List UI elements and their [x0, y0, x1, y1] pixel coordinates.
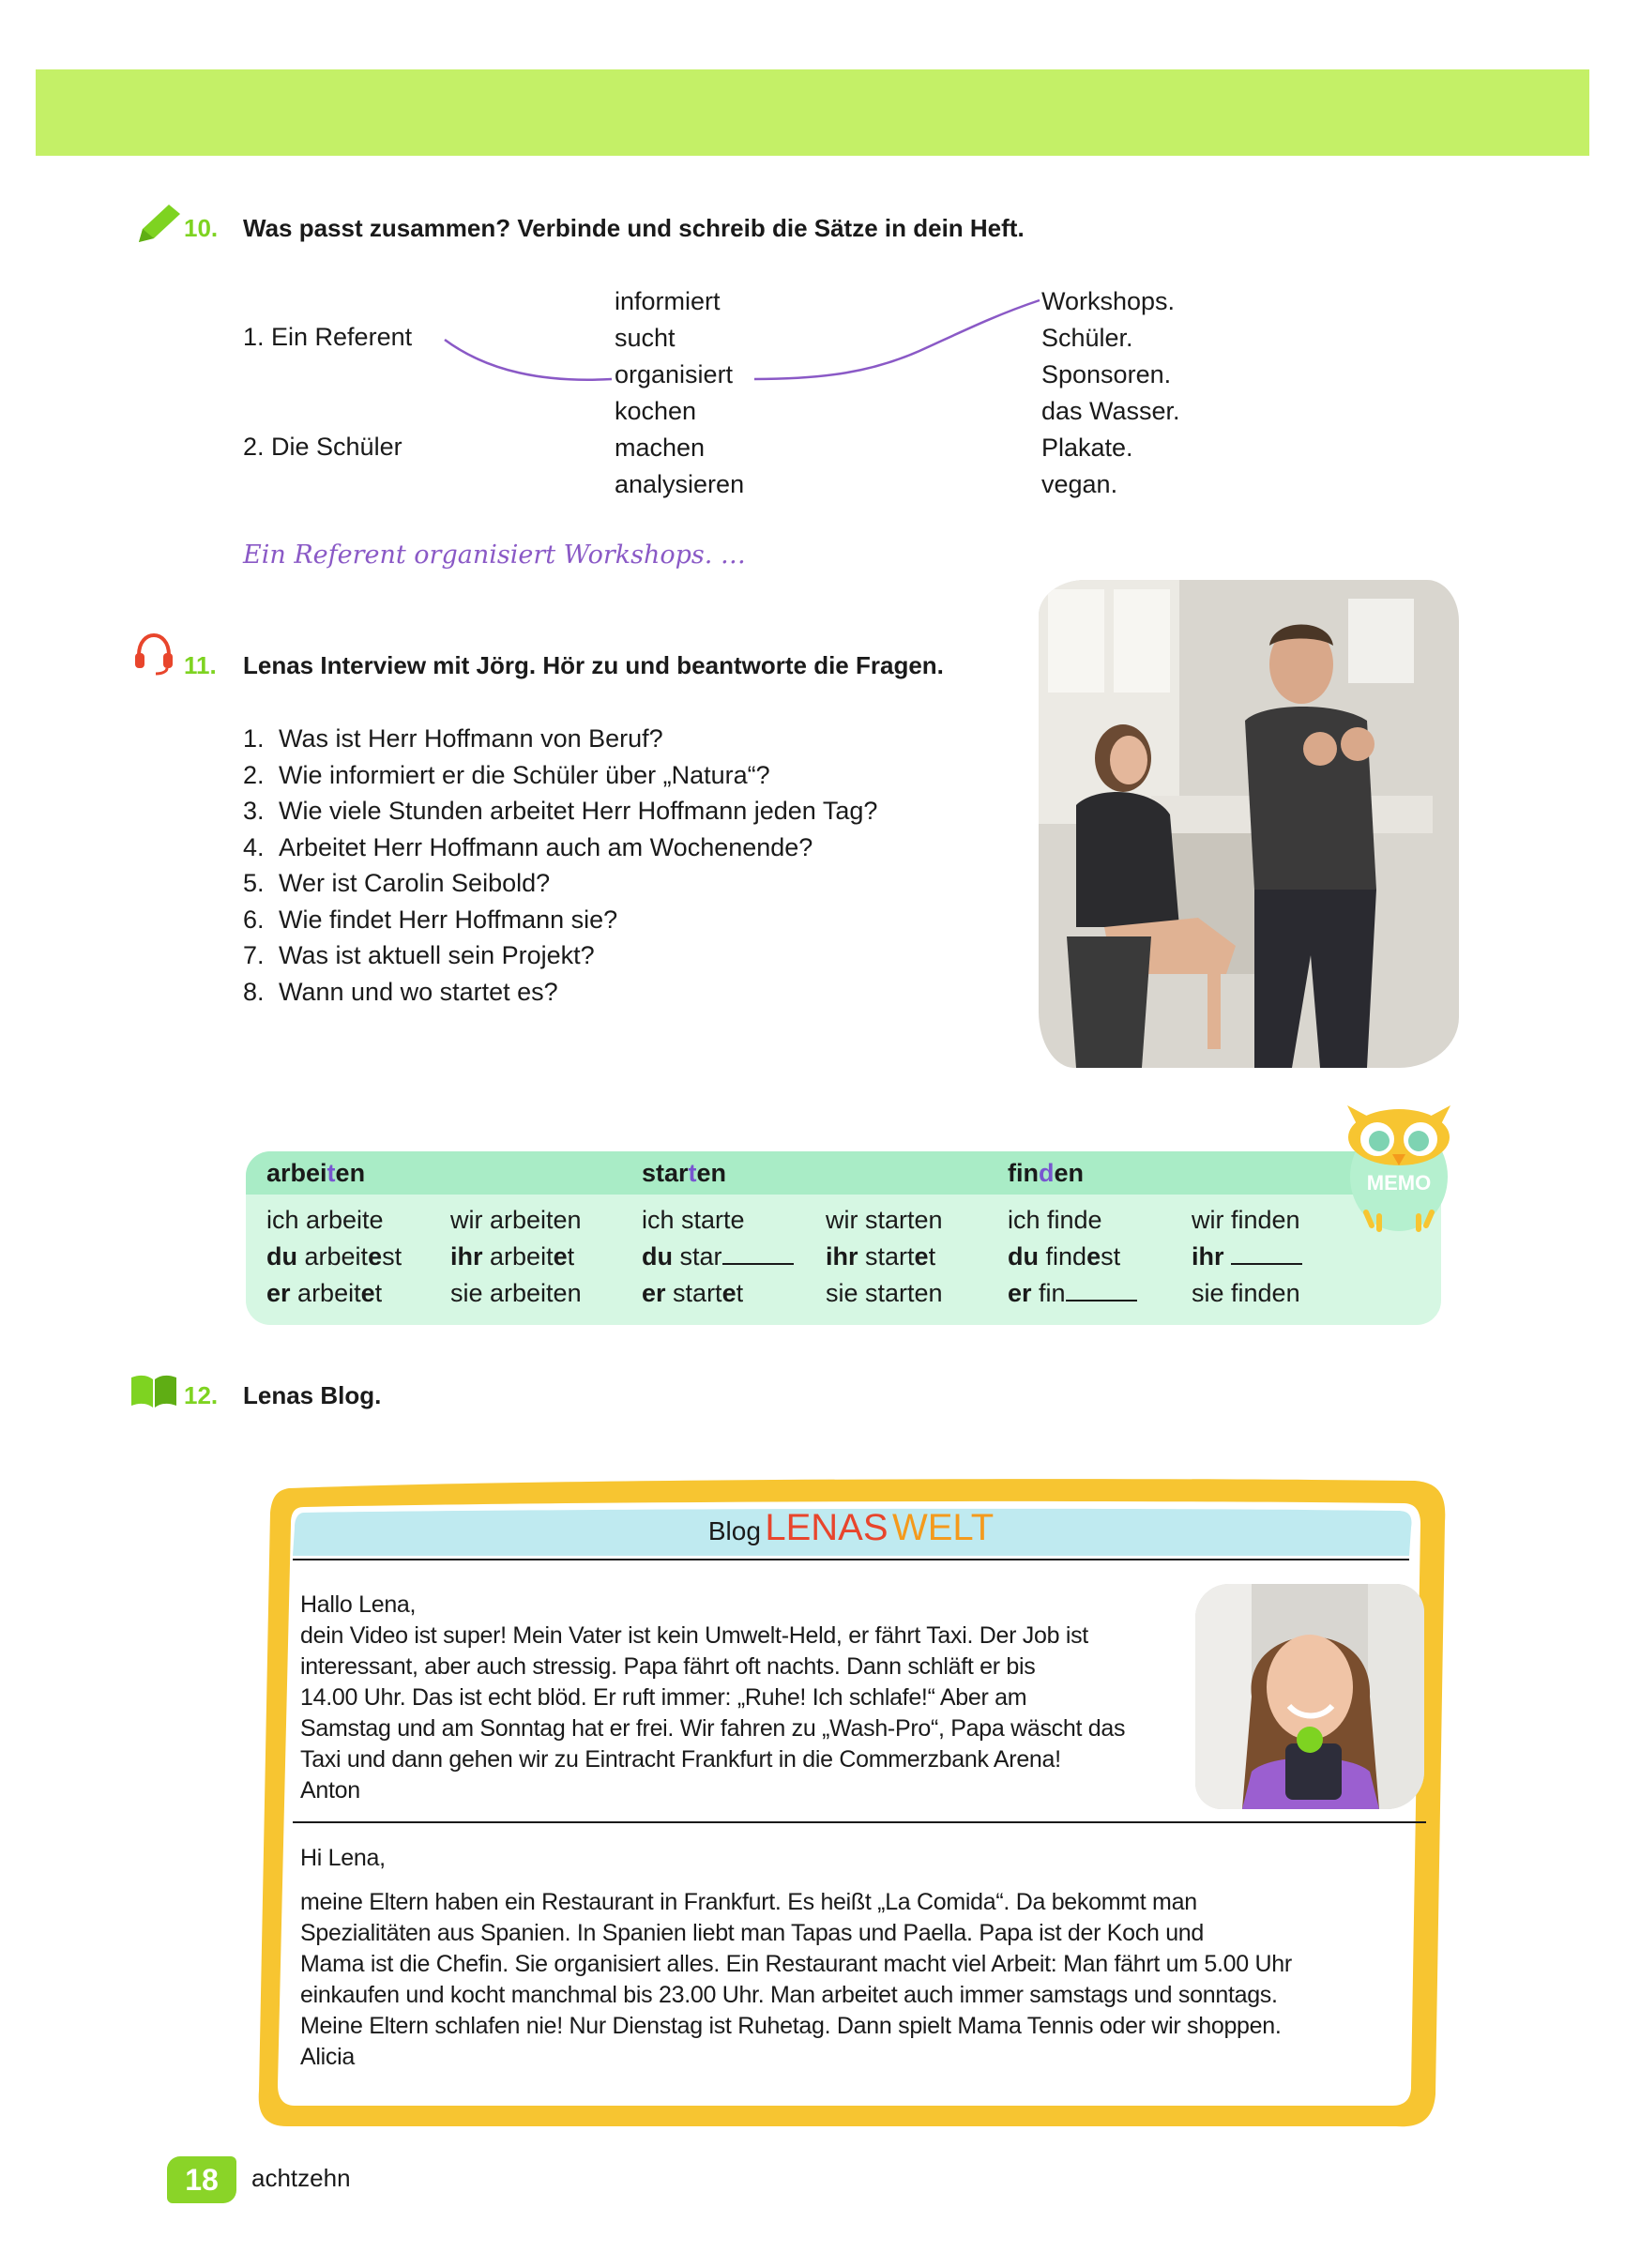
fill-blank[interactable]: [1231, 1261, 1302, 1265]
exercise-11-number: 11.: [184, 651, 217, 679]
memo-starten-du: du star: [642, 1242, 794, 1271]
list-item: 4. Arbeitet Herr Hoffmann auch am Wochenende?: [243, 832, 813, 861]
page-number: 18: [167, 2156, 236, 2203]
list-item: 6. Wie findet Herr Hoffmann sie?: [243, 905, 618, 934]
memo-finden-du: du findest: [1008, 1242, 1121, 1271]
object-5: Plakate.: [1041, 434, 1133, 462]
object-1: Workshops.: [1041, 287, 1176, 315]
subject-1: 1. Ein Referent: [243, 323, 413, 351]
blog-title: [251, 1507, 1450, 1549]
memo-finden-sie: sie finden: [1192, 1279, 1300, 1307]
interview-photo: [1039, 580, 1459, 1068]
memo-starten-wir: wir starten: [826, 1206, 943, 1234]
verb-4: kochen: [615, 397, 697, 425]
memo-head-starten: starten: [642, 1159, 727, 1187]
pencil-icon: [133, 201, 184, 246]
list-item: 7. Was ist aktuell sein Projekt?: [243, 941, 595, 969]
memo-starten-sie: sie starten: [826, 1279, 943, 1307]
memo-header: [246, 1151, 1441, 1195]
header-band: [36, 69, 1589, 156]
memo-arbeiten-er: er arbeitet: [266, 1279, 383, 1307]
object-6: vegan.: [1041, 470, 1118, 498]
book-icon: [128, 1372, 180, 1409]
list-item: 8. Wann und wo startet es?: [243, 977, 558, 1006]
exercise-12-number: 12.: [184, 1381, 219, 1409]
blog-post-alicia: Hi Lena, meine Eltern haben ein Restaurant in Frankfurt. Es heißt „La Comida“. Da bekommt man Spezialitäten aus Spanien. In Spanien liebt man Tapas und Paella. Papa ist der Koch und Mama ist die Chefin. Sie organisiert alles. Ein Restaurant macht viel Arbeit: Man fährt um 5.00 Uhr einkaufen und kocht manchmal bis 23.00 Uhr. Man arbeitet auch immer samstags und sonntags. Meine Eltern schlafen nie! Nur Dienstag ist Ruhetag. Dann spielt Mama Tennis oder wir shoppen. Alicia: [300, 1845, 1292, 2070]
memo-finden-er: er fin: [1008, 1279, 1137, 1308]
blog-word: Blog: [707, 1516, 761, 1545]
memo-arbeiten-ich: ich arbeite: [266, 1206, 384, 1234]
list-item: 2. Wie informiert er die Schüler über „Natura“?: [243, 760, 770, 789]
object-4: das Wasser.: [1041, 397, 1180, 425]
memo-starten-er: er startet: [642, 1279, 744, 1307]
memo-starten-ihr: ihr startet: [826, 1242, 936, 1271]
memo-finden-ich: ich finde: [1008, 1206, 1102, 1234]
memo-arbeiten-ihr: ihr arbeitet: [450, 1242, 575, 1271]
exercise-10-number: 10.: [184, 214, 219, 242]
headphones-icon: [133, 631, 175, 676]
memo-finden-ihr: ihr: [1192, 1242, 1302, 1271]
list-item: 5. Wer ist Carolin Seibold?: [243, 869, 551, 897]
blog-name-lenas: LENAS: [765, 1507, 888, 1548]
subject-column: [243, 319, 412, 465]
exercise-12-title: Lenas Blog.: [243, 1381, 382, 1409]
connector-lines: [432, 282, 1070, 403]
fill-blank[interactable]: [722, 1261, 794, 1265]
memo-arbeiten-wir: wir arbeiten: [450, 1206, 582, 1234]
verb-6: analysieren: [615, 470, 745, 498]
page-word: achtzehn: [251, 2164, 351, 2192]
list-item: 1. Was ist Herr Hoffmann von Beruf?: [243, 724, 663, 753]
memo-starten-ich: ich starte: [642, 1206, 745, 1234]
memo-head-arbeiten: arbeiten: [266, 1159, 366, 1187]
memo-box: [246, 1151, 1441, 1325]
verb-5: machen: [615, 434, 706, 462]
question-list: [243, 721, 877, 1010]
verb-3: organisiert: [615, 360, 734, 388]
blog-post-anton: Hallo Lena, dein Video ist super! Mein Vater ist kein Umwelt-Held, er fährt Taxi. Der Job ist interessant, aber auch stressig. Papa fährt oft nachts. Dann schläft er bis 14.00 Uhr. Das ist echt blöd. Er ruft immer: „Ruhe! Ich schlafe!“ Aber am Samstag und am Sonntag hat er frei. Wir fahren zu „Wash-Pro“, Papa wäscht das Taxi und dann gehen wir zu Eintracht Frankfurt in die Commerzbank Arena! Anton: [300, 1591, 1126, 1804]
owl-icon: [1338, 1100, 1460, 1241]
memo-finden-wir: wir finden: [1192, 1206, 1300, 1234]
memo-arbeiten-sie: sie arbeiten: [450, 1279, 582, 1307]
memo-label: MEMO: [1366, 1171, 1432, 1195]
blog-photo: [1195, 1584, 1424, 1809]
memo-head-finden: finden: [1008, 1159, 1085, 1187]
exercise-11-title: Lenas Interview mit Jörg. Hör zu und beantworte die Fragen.: [243, 651, 944, 679]
example-answer: Ein Referent organisiert Workshops. …: [243, 540, 746, 570]
object-3: Sponsoren.: [1041, 360, 1172, 388]
exercise-10-title: Was passt zusammen? Verbinde und schreib die Sätze in dein Heft.: [243, 214, 1025, 242]
verb-1: informiert: [615, 287, 721, 315]
list-item: 3. Wie viele Stunden arbeitet Herr Hoffmann jeden Tag?: [243, 797, 878, 825]
blog-name-welt: WELT: [891, 1507, 995, 1548]
memo-arbeiten-du: du arbeitest: [266, 1242, 402, 1271]
object-2: Schüler.: [1041, 324, 1133, 352]
verb-2: sucht: [615, 324, 676, 352]
fill-blank[interactable]: [1066, 1298, 1137, 1301]
subject-2: 2. Die Schüler: [243, 433, 402, 461]
blog-frame: [251, 1475, 1450, 2132]
